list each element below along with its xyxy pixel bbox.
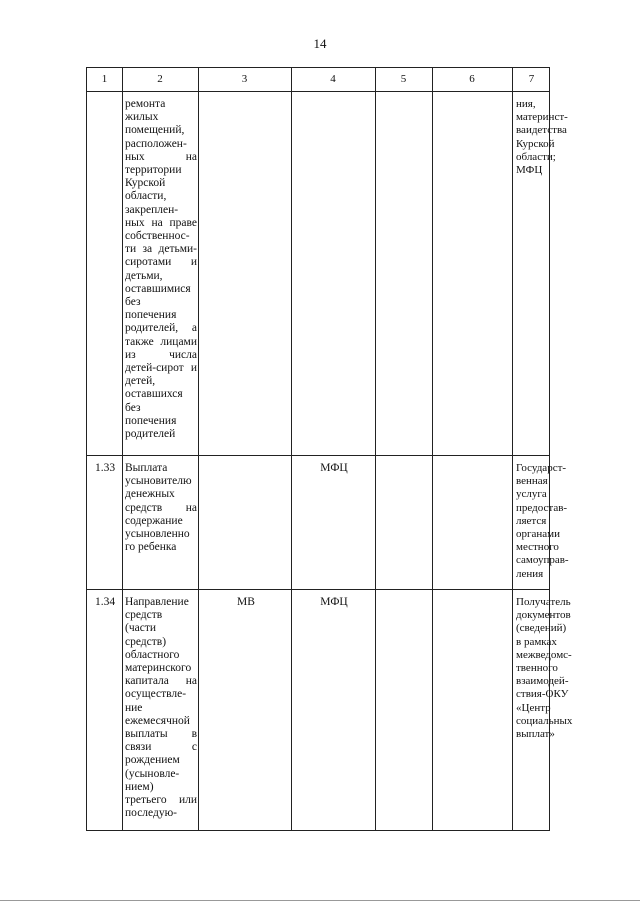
service-name-line: без — [125, 401, 141, 414]
col7-line: услуга — [516, 488, 547, 501]
col7-line: в рамках — [516, 635, 557, 648]
col7-line: документов — [516, 609, 571, 622]
row-number: 1.34 — [94, 596, 116, 608]
service-name-line: (части — [125, 622, 157, 635]
col7-line: (сведений) — [516, 622, 567, 635]
service-name-line: Направление — [125, 596, 189, 608]
row-divider — [87, 91, 549, 92]
col7-cell — [514, 596, 573, 741]
page-number: 14 — [313, 36, 327, 51]
col7-line: выплат» — [516, 728, 555, 741]
col7-line: Получатель — [516, 596, 571, 608]
col7-line: венная — [516, 475, 548, 488]
service-name-line: усыновителю — [125, 475, 192, 488]
service-name-line: усыновленно — [125, 528, 190, 541]
col7-line: Государст- — [516, 462, 567, 474]
service-name-line: оставшимися — [125, 282, 191, 295]
col7-line: ния, — [516, 98, 536, 110]
service-name-cell — [125, 98, 197, 441]
col7-line: ляется — [516, 514, 547, 527]
service-name-line: оставшихся — [125, 388, 183, 401]
col7-line: твенного — [516, 662, 558, 675]
service-name-line: закреплен- — [125, 203, 179, 216]
service-name-line: также лицами — [125, 335, 197, 348]
service-name-line: родителей, а — [125, 322, 197, 335]
service-name-line: средств) — [125, 635, 167, 648]
service-name-line: ремонта — [125, 98, 166, 110]
col7-line: самоуправ- — [516, 554, 569, 567]
service-name-line: (усыновле- — [125, 767, 180, 780]
service-name-line: средств — [125, 609, 163, 622]
service-name-line: средств на — [125, 501, 197, 514]
header-col-7: 7 — [528, 73, 535, 85]
service-name-line: детей-сирот и — [125, 362, 197, 375]
service-name-line: территории — [125, 164, 182, 177]
page-bottom-edge — [0, 900, 640, 901]
col7-line: МФЦ — [516, 164, 543, 177]
service-name-line: нием) — [125, 780, 154, 793]
service-name-line: Курской — [125, 177, 166, 190]
col4-cell: МФЦ — [320, 596, 348, 608]
service-name-line: детей, — [125, 375, 156, 388]
col7-cell — [514, 98, 568, 177]
service-name-line: выплаты в — [125, 728, 197, 741]
service-name-line: Выплата — [125, 462, 168, 474]
service-name-line: ти за детьми- — [125, 243, 197, 256]
service-name-line: из числа — [125, 348, 197, 361]
col4-cell: МФЦ — [320, 462, 348, 474]
service-name-line: ных на праве — [125, 216, 197, 229]
service-name-line: ние — [125, 701, 143, 714]
col7-line: социальных — [516, 714, 573, 727]
col7-line: ствия - ОКУ — [516, 688, 569, 701]
service-name-line: родителей — [125, 428, 176, 441]
service-name-line: третьего или — [125, 794, 197, 807]
row-divider — [87, 589, 549, 590]
service-name-line: капитала на — [125, 675, 197, 688]
table-row — [87, 462, 569, 587]
table-row — [87, 98, 568, 453]
service-name-line: ных на — [125, 150, 197, 163]
col7-line: материнст- — [516, 111, 568, 124]
service-name-line: помещений, — [125, 124, 185, 137]
header-col-3: 3 — [241, 73, 248, 85]
document-table — [86, 67, 573, 831]
service-name-line: детьми, — [125, 269, 163, 282]
col7-line: Курской — [516, 137, 555, 150]
table-row — [87, 596, 573, 830]
service-name-line: попечения — [125, 309, 177, 322]
service-name-line: собственнос- — [125, 230, 190, 243]
col7-line: межведомс- — [516, 648, 572, 661]
header-col-5: 5 — [400, 73, 407, 85]
service-name-line: содержание — [125, 514, 183, 527]
header-col-4: 4 — [330, 73, 336, 85]
service-name-cell — [125, 462, 197, 554]
col7-line: ления — [516, 567, 544, 580]
service-name-line: области, — [125, 190, 167, 203]
service-name-line: попечения — [125, 414, 177, 427]
service-name-line: последую- — [125, 807, 178, 820]
service-name-line: без — [125, 296, 141, 309]
service-name-line: жилых — [125, 111, 159, 124]
service-name-line: го ребенка — [125, 541, 177, 554]
service-name-line: денежных — [125, 488, 175, 501]
service-name-line: рождением — [125, 754, 180, 767]
service-name-line: связи с — [125, 741, 197, 754]
header-col-2: 2 — [157, 73, 163, 85]
service-name-line: областного — [125, 648, 180, 661]
col7-line: предостав- — [516, 501, 568, 514]
col7-line: взаимодей- — [516, 675, 569, 688]
service-name-line: сиротами и — [125, 256, 197, 269]
row-number: 1.33 — [94, 462, 116, 474]
col7-line: местного — [516, 541, 559, 554]
service-name-line: расположен- — [125, 137, 187, 150]
col7-line: органами — [516, 528, 561, 541]
header-col-6: 6 — [469, 73, 475, 85]
col3-cell: МВ — [237, 596, 255, 608]
service-name-line: ежемесячной — [125, 714, 190, 727]
col7-line: ва и детства — [516, 124, 567, 137]
service-name-line: материнского — [125, 662, 192, 675]
row-divider — [87, 455, 549, 456]
col7-line: «Центр — [516, 701, 551, 714]
col7-line: области; — [516, 150, 556, 163]
col7-cell — [514, 462, 569, 581]
service-name-cell — [125, 596, 197, 820]
service-name-line: осуществле- — [125, 688, 187, 701]
header-col-1: 1 — [101, 73, 108, 85]
